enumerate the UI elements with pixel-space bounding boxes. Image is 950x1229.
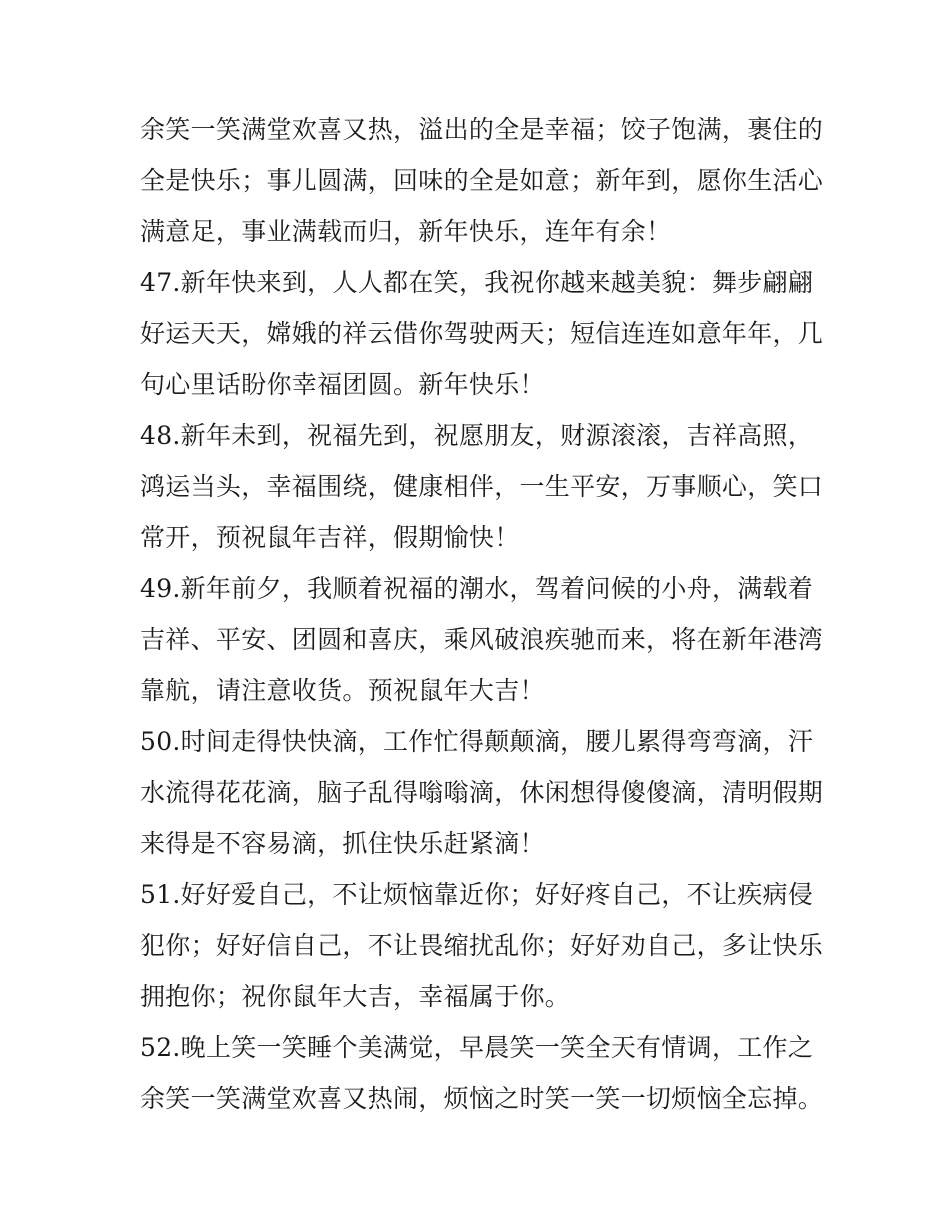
text-line: 吉祥、平安、团圆和喜庆，乘风破浪疾驰而来，将在新年港湾 [140,625,824,654]
text-line: 全是快乐；事儿圆满，回味的全是如意；新年到，愿你生活心 [140,166,824,195]
text-line: 满意足，事业满载而归，新年快乐，连年有余！ [140,217,672,246]
text-line: 51.好好爱自己，不让烦恼靠近你；好好疼自己，不让疾病侵 [140,880,814,909]
text-line: 拥抱你；祝你鼠年大吉，幸福属于你。 [140,982,571,1011]
text-line: 水流得花花滴，脑子乱得嗡嗡滴，休闲想得傻傻滴，清明假期 [140,778,824,807]
text-line: 52.晚上笑一笑睡个美满觉，早晨笑一笑全天有情调，工作之 [140,1033,814,1062]
text-line: 好运天天，嫦娥的祥云借你驾驶两天；短信连连如意年年，几 [140,319,824,348]
text-line: 49.新年前夕，我顺着祝福的潮水，驾着问候的小舟，满载着 [140,574,814,603]
text-line: 47.新年快来到，人人都在笑，我祝你越来越美貌：舞步翩翩 [140,268,814,297]
text-line: 常开，预祝鼠年吉祥，假期愉快！ [140,523,520,552]
text-line: 来得是不容易滴，抓住快乐赶紧滴！ [140,829,545,858]
text-line: 靠航，请注意收货。预祝鼠年大吉！ [140,676,545,705]
text-line: 犯你；好好信自己，不让畏缩扰乱你；好好劝自己，多让快乐 [140,931,824,960]
text-line: 余笑一笑满堂欢喜又热闹，烦恼之时笑一笑一切烦恼全忘掉。 [140,1084,824,1113]
text-line: 鸿运当头，幸福围绕，健康相伴，一生平安，万事顺心，笑口 [140,472,824,501]
text-line: 48.新年未到，祝福先到，祝愿朋友，财源滚滚，吉祥高照， [140,421,814,450]
text-line: 50.时间走得快快滴，工作忙得颠颠滴，腰儿累得弯弯滴，汗 [140,727,814,756]
text-line: 句心里话盼你幸福团圆。新年快乐！ [140,370,545,399]
text-line: 余笑一笑满堂欢喜又热，溢出的全是幸福；饺子饱满，裹住的 [140,115,824,144]
